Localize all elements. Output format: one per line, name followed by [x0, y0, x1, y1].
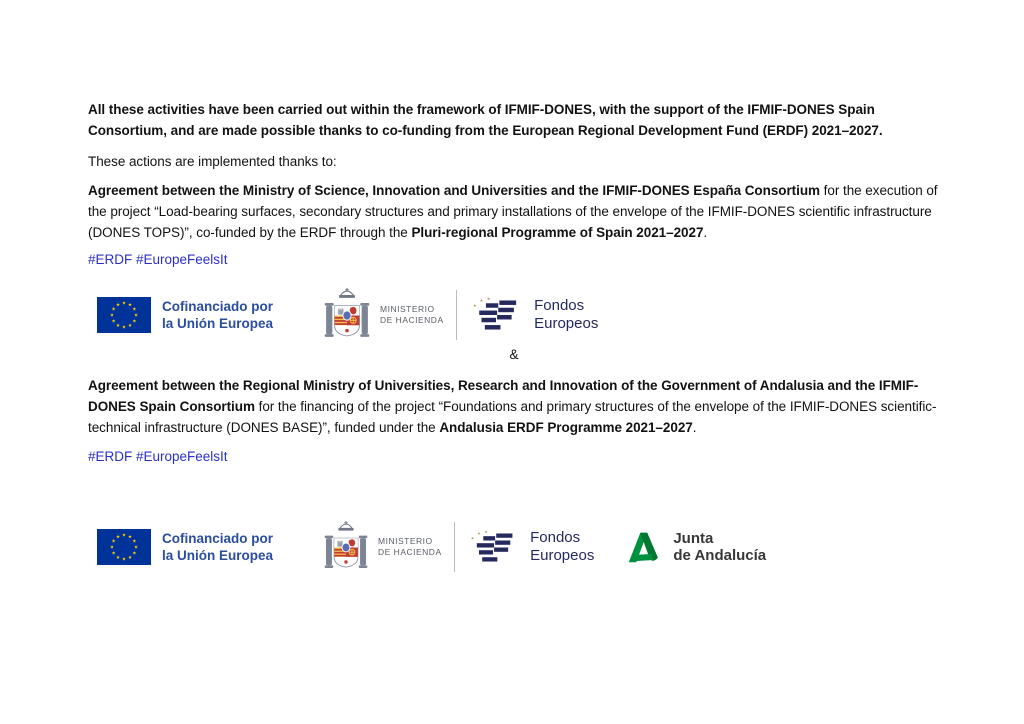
fondos-flag-icon — [468, 296, 524, 334]
eu-cofunded-label — [162, 298, 273, 332]
spain-coat-of-arms-icon — [323, 519, 369, 576]
eu-cofunded-label-line1: Cofinanciado por — [162, 299, 273, 314]
fondos-label — [530, 529, 594, 565]
hashtags-line-1[interactable]: #ERDF #EuropeFeelsIt — [88, 252, 228, 267]
eu-cofunded-label-line2: la Unión Europea — [162, 316, 274, 331]
eu-cofunded-label-line1: Cofinanciado por — [162, 531, 273, 546]
fondos-label-line2: Europeos — [534, 315, 599, 332]
fondos-label — [534, 297, 598, 333]
agreement2-paragraph — [88, 375, 940, 438]
fondos-label-line2: Europeos — [530, 547, 595, 564]
ministry-label-line2: DE HACIENDA — [380, 315, 444, 325]
eu-cofunded-logo-bottom — [97, 529, 273, 565]
fondos-europeos-logo-bottom — [466, 529, 594, 566]
ministry-hacienda-logo-bottom — [323, 519, 442, 576]
junta-a-icon — [626, 529, 663, 566]
fondos-flag-icon — [466, 529, 520, 566]
fondos-europeos-logo — [468, 296, 598, 334]
eu-cofunded-label-line2: la Unión Europea — [162, 548, 274, 563]
implemented-line: These actions are implemented thanks to: — [88, 154, 337, 169]
junta-label-line2: de Andalucía — [673, 547, 767, 564]
agreement2-bold-programme: Andalusia ERDF Programme 2021–2027 — [439, 420, 693, 435]
agreement1-bold-lead: Agreement between the Ministry of Science, Innovation and Universities and the IFMIF-DONES España Consortium — [88, 183, 820, 198]
eu-cofunded-label — [162, 530, 273, 564]
agreement2-body: for the financing of the project “Foundations and primary structures of the envelope of the IFMIF-DONES scientific-technical infrastructure (DONES BASE)”, funded under the — [88, 399, 937, 435]
agreement2-period: . — [692, 420, 697, 435]
eu-flag-icon — [97, 529, 151, 565]
agreement1-body: for the execution of the project “Load-bearing surfaces, secondary structures and primary installations of the envelope of the IFMIF-DONES scientific infrastructure (DONES TOPS)”, co-funded by the ERDF through the — [88, 183, 938, 240]
hashtags-line-2[interactable]: #ERDF #EuropeFeelsIt — [88, 449, 228, 464]
junta-label — [673, 530, 766, 564]
eu-flag-icon — [97, 297, 151, 333]
eu-cofunded-logo — [97, 297, 273, 333]
ministry-label-line1: MINISTERIO — [378, 536, 433, 546]
fondos-label-line1: Fondos — [530, 529, 581, 546]
intro-paragraph — [88, 99, 940, 141]
spain-coat-of-arms-icon — [323, 286, 371, 345]
logo-row-top — [88, 284, 940, 346]
agreement1-bold-programme: Pluri-regional Programme of Spain 2021–2027 — [411, 225, 704, 240]
ministry-label-line1: MINISTERIO — [380, 304, 435, 314]
ministry-label — [378, 536, 442, 558]
fondos-label-line1: Fondos — [534, 297, 585, 314]
logo-row-bottom — [88, 515, 940, 579]
ministry-hacienda-logo — [323, 286, 444, 345]
ministry-label-line2: DE HACIENDA — [378, 547, 442, 557]
agreement2-bold-lead: Agreement between the Regional Ministry of Universities, Research and Innovation of the Government of Andalusia and the IFMIF-DONES Spain Consortium — [88, 378, 919, 414]
agreement1-period: . — [703, 225, 708, 240]
junta-andalucia-logo — [626, 529, 766, 566]
ampersand: & — [509, 347, 519, 362]
junta-label-line1: Junta — [673, 530, 714, 547]
logo-divider — [454, 522, 456, 572]
intro-paragraph-text: All these activities have been carried out within the framework of IFMIF-DONES, with the support of the IFMIF-DONES Spain Consortium, and are made possible thanks to co-funding from the European Regional Development Fund (ERDF) 2021–2027. — [88, 102, 883, 138]
ministry-label — [380, 304, 444, 326]
logo-divider — [456, 290, 458, 340]
agreement1-paragraph — [88, 180, 940, 243]
